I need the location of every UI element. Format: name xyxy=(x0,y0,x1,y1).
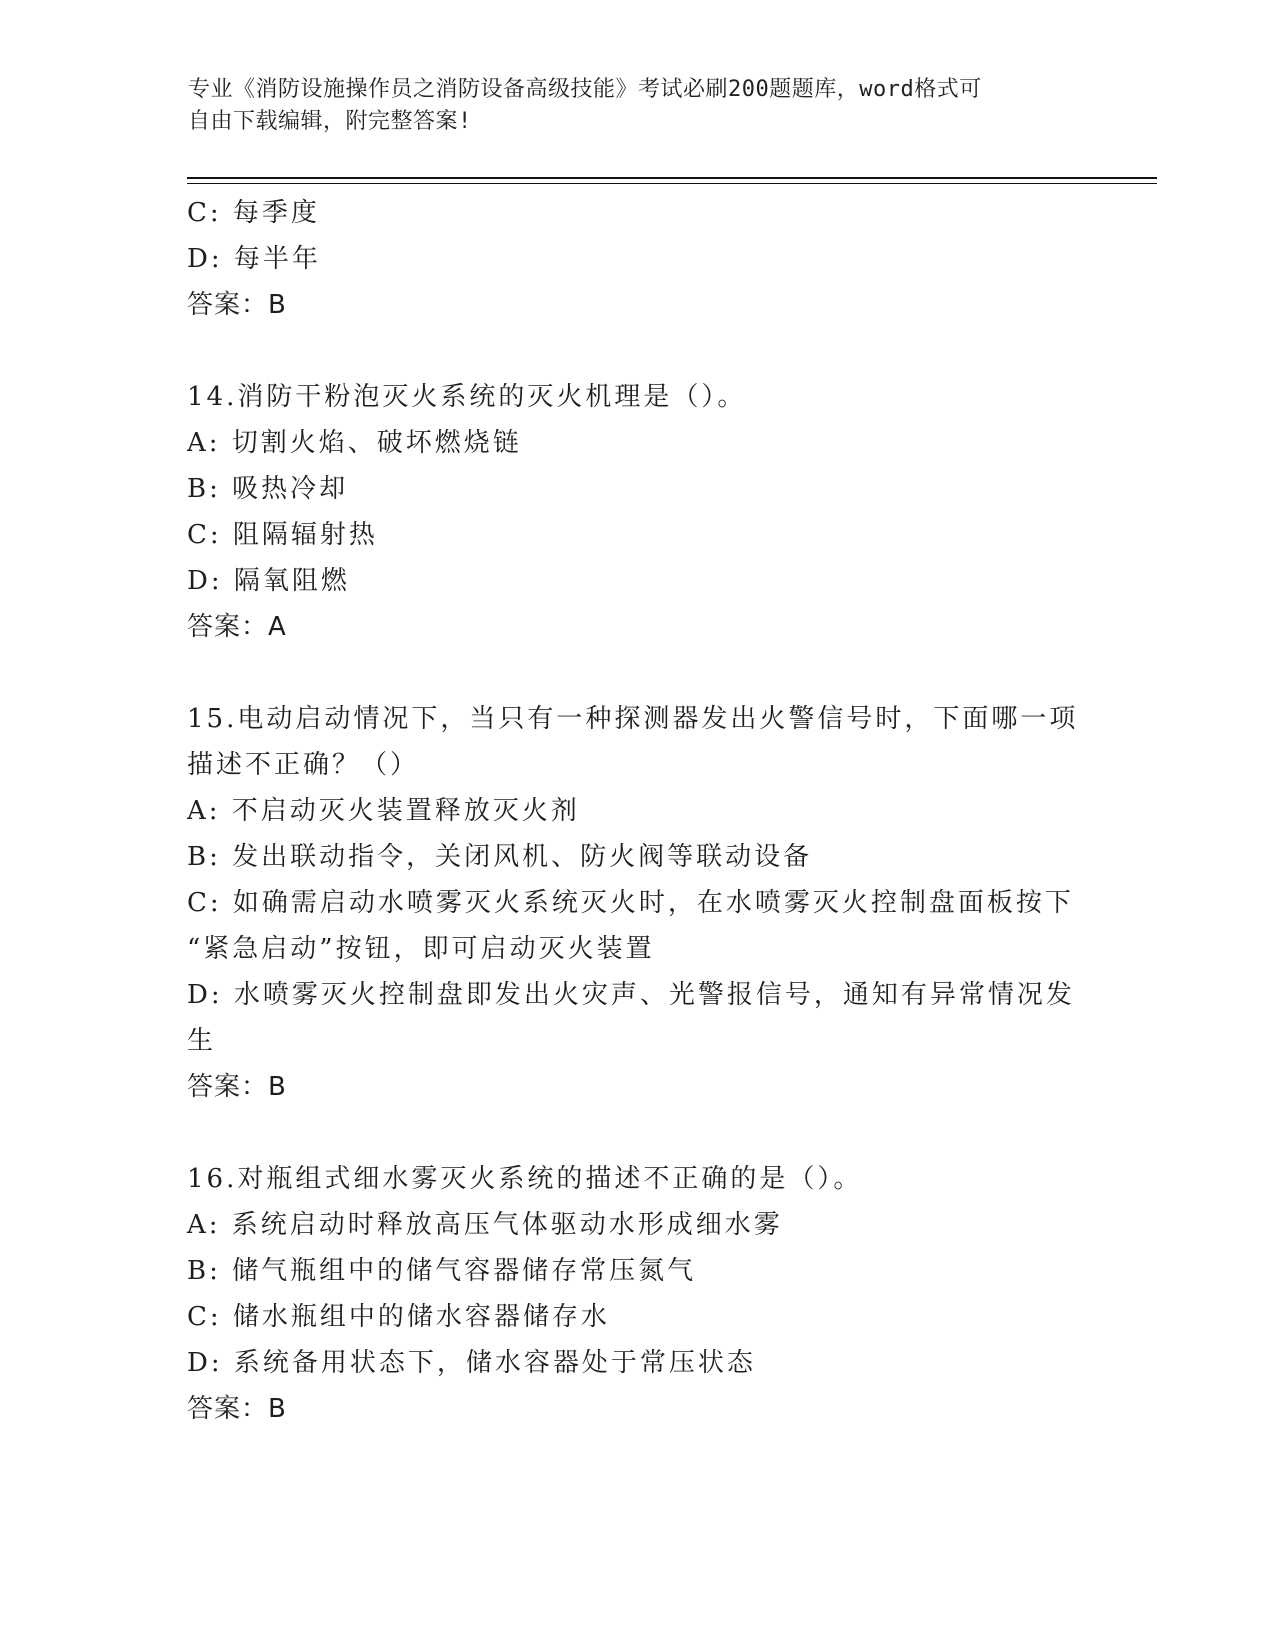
answer-label: 答案：B xyxy=(187,290,287,320)
question-16-block xyxy=(187,1156,1087,1432)
option-c-line-1: C: 如确需启动水喷雾灭火系统灭火时，在水喷雾灭火控制盘面板按下 xyxy=(187,888,1074,918)
header-line-2: 自由下载编辑，附完整答案! xyxy=(188,109,472,134)
question-text-line-1: 15.电动启动情况下，当只有一种探测器发出火警信号时，下面哪一项 xyxy=(187,704,1079,734)
spacer xyxy=(187,328,1087,374)
spacer xyxy=(187,650,1087,696)
answer-label: 答案：B xyxy=(187,1072,287,1102)
option-c: C: 储水瓶组中的储水容器储存水 xyxy=(187,1302,610,1332)
header-rule-thin xyxy=(187,183,1157,184)
question-list xyxy=(187,190,1087,1432)
option-c-line-2: “紧急启动”按钮，即可启动灭火装置 xyxy=(187,934,655,964)
answer-label: 答案：B xyxy=(187,1394,287,1424)
option-b: B: 吸热冷却 xyxy=(187,474,349,504)
question-13-block xyxy=(187,190,1087,328)
question-text-line-2: 描述不正确？（） xyxy=(187,750,420,780)
option-c: C: 每季度 xyxy=(187,198,320,228)
header-rule-thick xyxy=(187,177,1157,179)
option-d-line-1: D: 水喷雾灭火控制盘即发出火灾声、光警报信号，通知有异常情况发 xyxy=(187,980,1075,1010)
option-b: B: 发出联动指令，关闭风机、防火阀等联动设备 xyxy=(187,842,813,872)
option-d-line-2: 生 xyxy=(187,1026,217,1056)
option-c: C: 阻隔辐射热 xyxy=(187,520,378,550)
option-d: D: 每半年 xyxy=(187,244,321,274)
document-header xyxy=(188,74,1068,138)
spacer xyxy=(187,1110,1087,1156)
option-d: D: 隔氧阻燃 xyxy=(187,566,350,596)
answer-label: 答案：A xyxy=(187,612,287,642)
option-a: A: 不启动灭火装置释放灭火剂 xyxy=(187,796,580,826)
question-text: 16.对瓶组式细水雾灭火系统的描述不正确的是（）。 xyxy=(187,1164,863,1194)
option-d: D: 系统备用状态下，储水容器处于常压状态 xyxy=(187,1348,756,1378)
option-a: A: 切割火焰、破坏燃烧链 xyxy=(187,428,522,458)
question-14-block xyxy=(187,374,1087,650)
option-a: A: 系统启动时释放高压气体驱动水形成细水雾 xyxy=(187,1210,783,1240)
option-b: B: 储气瓶组中的储气容器储存常压氮气 xyxy=(187,1256,697,1286)
question-15-block xyxy=(187,696,1087,1110)
header-line-1: 专业《消防设施操作员之消防设备高级技能》考试必刷200题题库，word格式可 xyxy=(188,77,982,102)
question-text: 14.消防干粉泡灭火系统的灭火机理是（）。 xyxy=(187,382,747,412)
